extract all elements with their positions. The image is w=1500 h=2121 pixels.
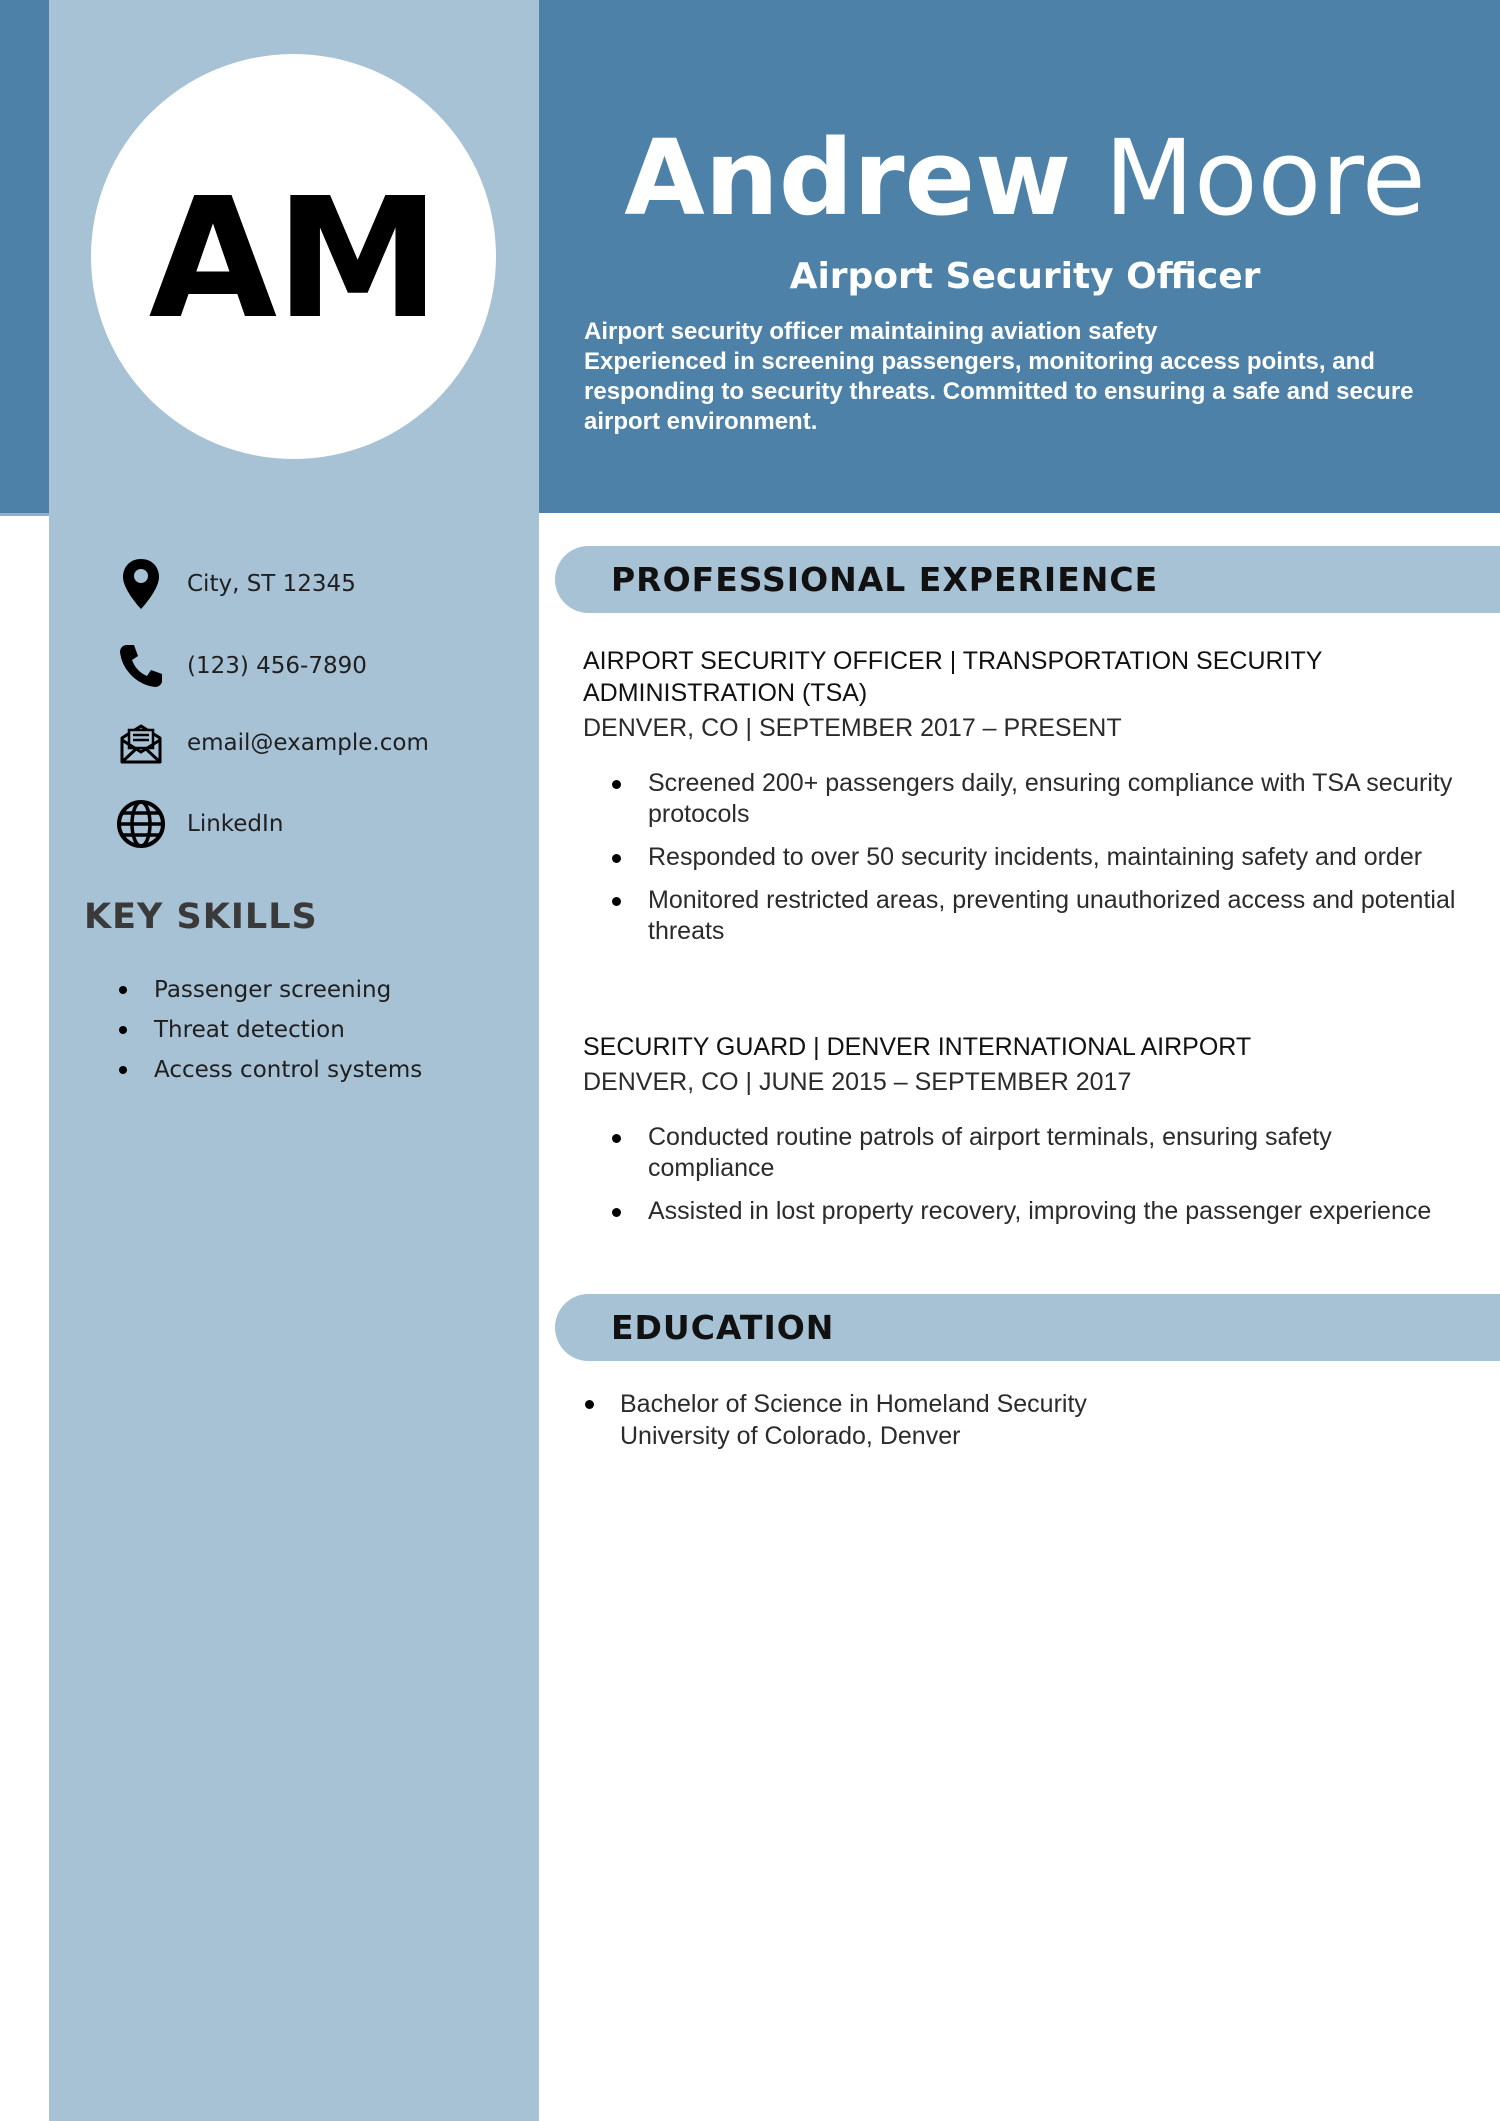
skill-item: Access control systems — [116, 1050, 422, 1090]
education-list — [583, 1388, 1463, 1452]
experience-heading: PROFESSIONAL EXPERIENCE — [611, 560, 1159, 599]
job-heading: SECURITY GUARD | DENVER INTERNATIONAL AIRPORT — [583, 1033, 1252, 1061]
contact-linkedin-text[interactable]: LinkedIn — [187, 811, 284, 837]
skill-item: Threat detection — [116, 1010, 422, 1050]
contact-location — [113, 554, 356, 614]
job-bullet: Conducted routine patrols of airport terminals, ensuring safety compliance — [609, 1122, 1463, 1184]
job-bullet: Screened 200+ passengers daily, ensuring compliance with TSA security protocols — [609, 768, 1463, 830]
candidate-name — [560, 118, 1490, 238]
job-bullets — [609, 768, 1463, 947]
job-meta: DENVER, CO | JUNE 2015 – SEPTEMBER 2017 — [583, 1068, 1132, 1096]
contact-location-text: City, ST 12345 — [187, 571, 356, 597]
first-name: Andrew — [624, 117, 1072, 239]
monogram-initials: AM — [148, 163, 439, 356]
monogram-avatar — [91, 54, 496, 459]
job-bullet: Assisted in lost property recovery, improving the passenger experience — [609, 1196, 1463, 1227]
globe-icon — [113, 796, 169, 852]
job-meta: DENVER, CO | SEPTEMBER 2017 – PRESENT — [583, 714, 1122, 742]
location-pin-icon — [113, 556, 169, 612]
education-section-header — [555, 1294, 1500, 1361]
education-heading: EDUCATION — [611, 1308, 835, 1347]
contact-phone — [113, 636, 367, 696]
contact-email — [113, 713, 429, 773]
experience-section-header — [555, 546, 1500, 613]
job-heading: AIRPORT SECURITY OFFICER | TRANSPORTATION SECURITY ADMINISTRATION (TSA) — [583, 647, 1323, 707]
job-bullet: Monitored restricted areas, preventing unauthorized access and potential threats — [609, 885, 1463, 947]
contact-phone-text: (123) 456-7890 — [187, 653, 367, 679]
job-bullets — [609, 1122, 1463, 1227]
contact-linkedin — [113, 794, 284, 854]
education-school: University of Colorado, Denver — [620, 1422, 961, 1450]
education-degree: Bachelor of Science in Homeland Security — [620, 1390, 1087, 1418]
header-divider — [0, 513, 49, 516]
job-entry — [583, 1031, 1463, 1239]
envelope-icon — [113, 715, 169, 771]
skills-heading: KEY SKILLS — [84, 897, 318, 937]
summary-line: Airport security officer maintaining aviation safety — [584, 318, 1158, 345]
last-name: Moore — [1104, 117, 1426, 239]
contact-email-text[interactable]: email@example.com — [187, 730, 429, 756]
job-bullet: Responded to over 50 security incidents, maintaining safety and order — [609, 842, 1463, 873]
skill-item: Passenger screening — [116, 970, 422, 1010]
skills-list — [116, 970, 422, 1090]
phone-icon — [113, 638, 169, 694]
profile-summary — [584, 317, 1464, 437]
job-title: Airport Security Officer — [789, 256, 1261, 297]
education-item — [583, 1388, 1463, 1452]
job-entry — [583, 645, 1463, 959]
summary-text: Experienced in screening passengers, monitoring access points, and responding to security threats. Committed to ensuring a safe and secure airport environment. — [584, 348, 1414, 435]
